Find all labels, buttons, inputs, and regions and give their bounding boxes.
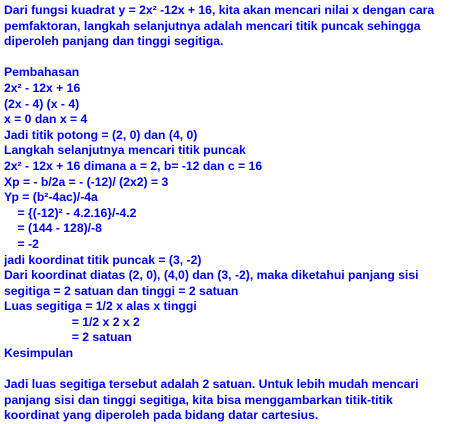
conclusion-paragraph [4,377,472,424]
equation-line: = 1/2 x 2 x 2 [4,314,140,329]
section-heading-pembahasan: Pembahasan [4,65,80,80]
equation-line: Luas segitiga = 1/2 x alas x tinggi [4,299,197,314]
equation-line: 2x² - 12x + 16 dimana a = 2, b= -12 dan c = 16 [4,158,263,173]
equation-line: = (144 - 128)/-8 [4,221,102,236]
paragraph-spacer [4,362,472,378]
math-solution-document [4,3,472,424]
equation-line: = 2 satuan [4,330,132,345]
conclusion-line: koordinat yang diperoleh pada bidang datar cartesius. [4,408,319,423]
text-line: Dari koordinat diatas (2, 0), (4,0) dan (3, -2), maka diketahui panjang sisi [4,268,419,283]
paragraph-spacer [4,50,472,66]
intro-line: Dari fungsi kuadrat y = 2x² -12x + 16, kita akan mencari nilai x dengan cara [4,3,435,17]
text-line: segitiga = 2 satuan dan tinggi = 2 satuan [4,283,239,298]
section-heading-kesimpulan: Kesimpulan [4,346,74,361]
conclusion-line: Jadi luas segitiga tersebut adalah 2 satuan. Untuk lebih mudah mencari [4,377,419,392]
equation-line: = {(-12)² - 4.2.16}/-4.2 [4,205,137,220]
equation-line: 2x² - 12x + 16 [4,80,81,95]
intro-line: pemfaktoran, langkah selanjutnya adalah mencari titik puncak sehingga [4,18,421,33]
solution-section [4,65,472,361]
equation-line: Xp = - b/2a = - (-12)/ (2x2) = 3 [4,174,169,189]
conclusion-line: panjang sisi dan tinggi segitiga, kita bisa menggambarkan titik-titik [4,392,393,407]
intercept-result: Jadi titik potong = (2, 0) dan (4, 0) [4,127,198,142]
intro-line: diperoleh panjang dan tinggi segitiga. [4,34,224,49]
equation-line: (2x - 4) (x - 4) [4,96,80,111]
step-heading: Langkah selanjutnya mencari titik puncak [4,143,246,158]
intro-paragraph [4,3,472,50]
vertex-result: jadi koordinat titik puncak = (3, -2) [4,252,202,267]
equation-line: Yp = (b²-4ac)/-4a [4,190,98,205]
equation-line: = -2 [4,236,39,251]
equation-line: x = 0 dan x = 4 [4,112,88,127]
